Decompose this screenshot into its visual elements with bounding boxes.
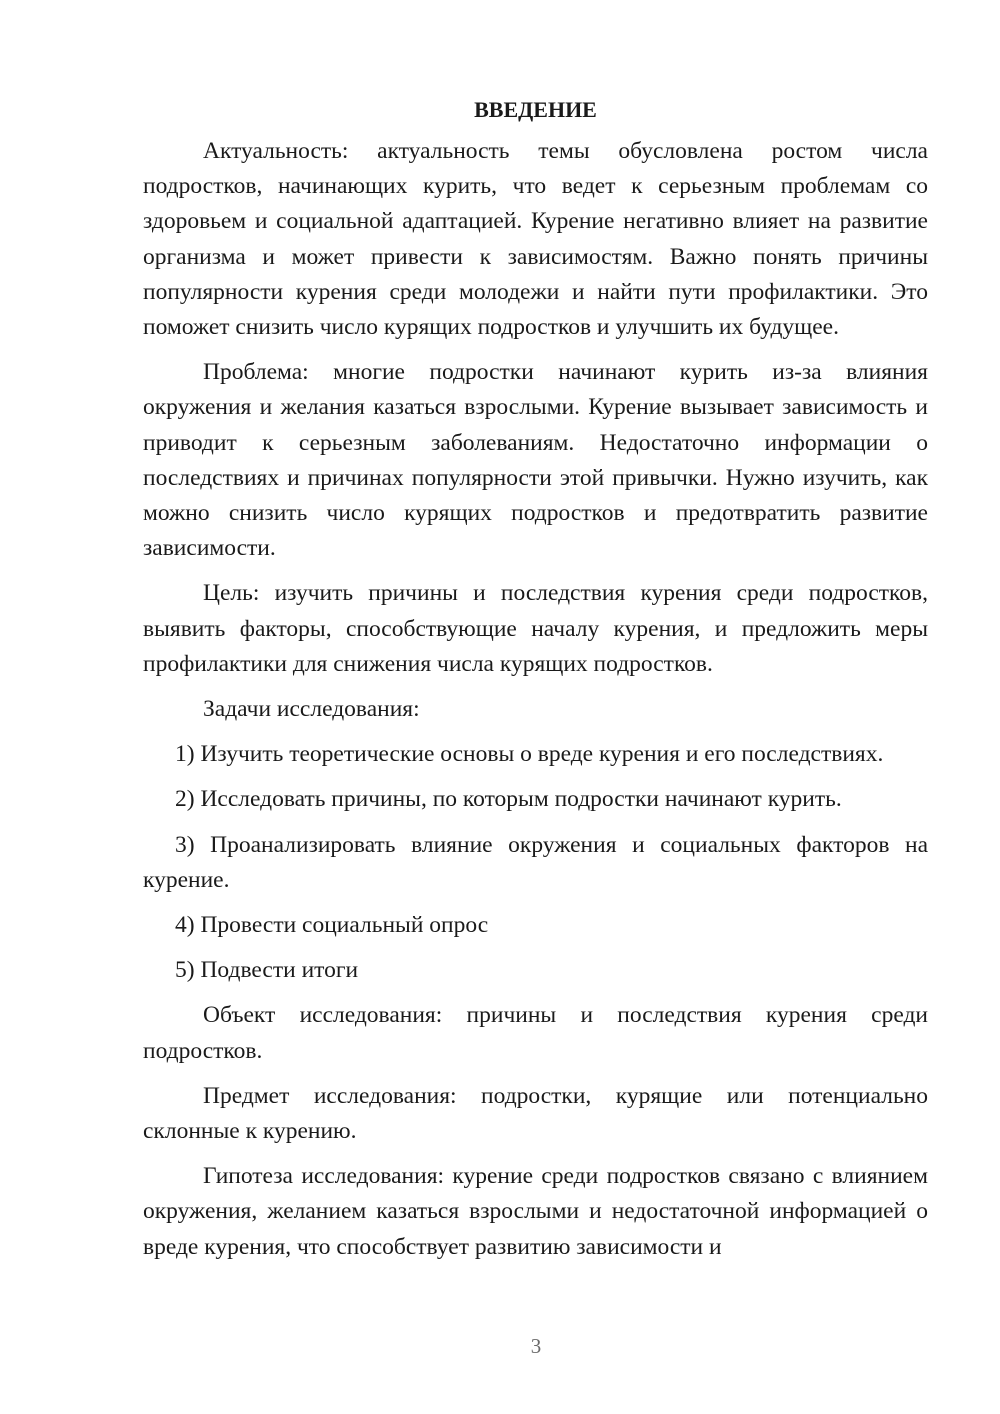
- document-page: [143, 92, 928, 1275]
- task-item-4: 4) Провести социальный опрос: [175, 912, 489, 939]
- paragraph-problem: Проблема: многие подростки начинают курить из-за влияния окружения и желания казаться взрослыми. Курение вызывает зависимость и приводит к серьезным заболеваниям. Недостаточно информации о последствиях и причинах популярности этой привычки. Нужно изучить, как можно снизить число курящих подростков и предотвратить развитие зависимости.: [143, 359, 928, 562]
- page-number: 3: [530, 1334, 542, 1358]
- paragraph-goal: Цель: изучить причины и последствия курения среди подростков, выявить факторы, способствующие началу курения, и предложить меры профилактики для снижения числа курящих подростков.: [143, 580, 928, 677]
- task-item-5: 5) Подвести итоги: [175, 957, 359, 984]
- paragraph-object: Объект исследования: причины и последствия курения среди подростков.: [143, 1002, 928, 1064]
- paragraph-hypothesis: Гипотеза исследования: курение среди подростков связано с влиянием окружения, желанием казаться взрослыми и недостаточной информацией о вреде курения, что способствует развитию зависимости и: [143, 1163, 928, 1260]
- paragraph-relevance: Актуальность: актуальность темы обусловлена ростом числа подростков, начинающих курить, что ведет к серьезным проблемам со здоровьем и социальной адаптацией. Курение негативно влияет на развитие организма и может привести к зависимостям. Важно понять причины популярности курения среди молодежи и найти пути профилактики. Это поможет снизить число курящих подростков и улучшить их будущее.: [143, 138, 928, 341]
- tasks-heading: Задачи исследования:: [203, 696, 420, 723]
- task-item-3: 3) Проанализировать влияние окружения и социальных факторов на курение.: [143, 831, 928, 893]
- task-item-2: 2) Исследовать причины, по которым подростки начинают курить.: [175, 786, 842, 813]
- page-title: ВВЕДЕНИЕ: [474, 97, 597, 122]
- task-item-1: 1) Изучить теоретические основы о вреде курения и его последствиях.: [175, 741, 884, 768]
- paragraph-subject: Предмет исследования: подростки, курящие или потенциально склонные к курению.: [143, 1082, 928, 1145]
